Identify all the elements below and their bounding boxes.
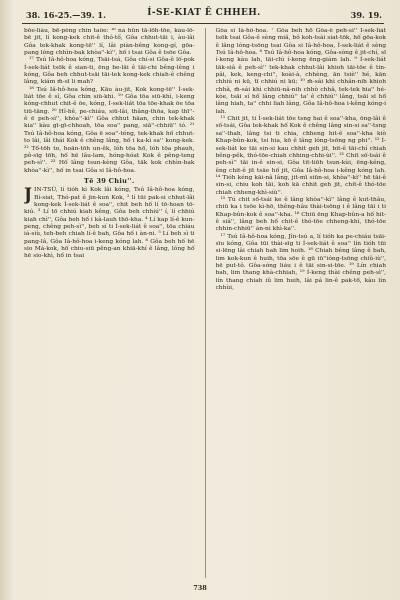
header-book-title: Í-SE-KIAT Ê CHHEH. <box>147 8 261 18</box>
right-paragraph-4: ¹⁷ Tsú Iâ-hô-hoa kóng, Jîn-tsú a, lí tióh ka pe-chiáu tsāi-sīu kóng, Gôa tūi thài-sīg ti Í-sek-liát ê soa'' lín tióh tūi si-lēng lâi chiah bah lim hoih. ¹⁸ Chiah bêng lâng ê bah, lim kok-kun ê huih, tōa sōe ê gū iū''ióng-tsōng chiû-iù'', hē put-tô. Gôa-sóng liáu i ê tāi sin-si-tōe. ¹⁹ Lín chiah bah, lim thang khà-chhiah, ¹⁹ Í-keng thài chêng peh-sì'', lín thang chiah iû lim huih, lâi pá lin-ê pak-tō͘, kàu lín chhùi, <box>215 233 386 292</box>
chapter-opening-text: IN-TSÚ, lí tióh kì Kok lâi kóng, Tsú Iâ-hô-hoa kóng, Bí-siat, Thó-pat ê jin-kun Kok, ² lí tūi pak-si chhut-lâi kong-kek Í-sek-liát ê soa'', chit beh hō͘ lí tō-hoan tō-kiú. ³ Lí tō chhiú kiah kêng, Gôa beh chhiú'' í, lí chhiú kiah chì'', Gôa beh hō͘ i kà-lauh thō-kha. ⁴ Lí kap lí-ê kun-peng, chêng peh-sì'', beh sí ti Í-sek-liát ê soa'', tōa chiáu iá-siù, teh-beh chiah lí-ê bah, Gôa hō͘ i àn-ni. ⁵ Lí beh sì ti pang-lâ, Gôa Iâ-hô-hoa i-keng kóng lah. ⁶ Gôa beh hō͘ hē sio Má-kok, hō͘ chiu-siū pêng-an khiā-khí ê lâng, lóng hō͘ hē sio-khì, hō͘ in tsai <box>24 187 195 260</box>
running-header <box>26 8 382 22</box>
header-rule <box>22 23 384 24</box>
left-column <box>24 28 195 578</box>
header-verse-range-left: 38. 16-25.—39. 1. <box>26 10 106 20</box>
right-paragraph-1: Gôa si Iâ-hô-hoa. ⁷ Gôa beh hō͘ Gôa-ê peh-sì'' Í-sek-liát tsōk tsai Gôa-ê sèng miâ, bô koh-tsài siat-tōk, hō͘ gōa-kok ê lâng lóng-tsōng tsai Gôa si Iâ-hô-hoa, Í-sek-liát ê sèng Tsú Iâ-hô-hoa. ⁸ Tsú Iâ-hô-hoa kóng, Gôa-sóng ê jit-chí, sī í-keng kàu lah, tāi-chì í-keng ēng-giám lah. ⁹ Í-sek-liát tāk-siâ ê peh-sì'' tek-khak chhut-lâi khioh tāi-tōe ê tin-pâi, kek, keng-chi'', koài-à, chhèng, ān tsiè'' hé, kān chhiú ni kū, tī chhiú ni kū; ¹⁰ m̄-sái khì chhân-nih khioh chhâ, m̄-sái khì chhiū-nâ-nih chhò chhâ, tek-tek hia'' hé-kòe, tsāi sí hō͘ lâng chhiú'' ta' ê chhiú'' lâng, tsāi sī hō͘ lâng hiah, ta'' chhi liah lâng, Gôa Iâ-hô-hoa i-kêng kóng-i lah. <box>215 28 386 115</box>
left-paragraph-3: ¹⁸ Tsú Iâ-hô-hoa kóng, Kāu àu-jit, Kok kong-tē'' Í-sek-liát tōe ê sî, Gôa chin siū-khì. ¹⁹ Gôa tōa siū-khì, i-keng kóng-chhut chit-ê ōe, kóng, Í-sek-liát tōa tōe-khak ōe tōa tiū-tāng. ²⁰ Hî-hê, pe-chiáu, siū-lâi, thâng-thōa, kap thī''-ê ē peh-sì'', khòa''-kì'' Gôa chhut hāan, chin tek-khak kia'' kàu gī-gī-chhoah, tōa soa'' pang, siā''-chhiū'' tó. ²¹ Tsú Iâ-hô-hoa kóng, Gôa ē soa''-téng, tek-khak hō͘ chhut-to lâi, lâi thái Kok ê chêng lâng, hō͘ i ka-kì sa'' kong-kek. ²² Tō͘-tōh to, hoān-tōh un-êk, lóh tōa hō͘, lóh tōa phauh, pô-sīg tōh, hō͘ hē lâu-lam, hóng-hóat Kok ê pêng-teng peh-sì''. ²³ Hō͘ lâng tsun-kèng Gôa, tāk kok chhìn-bak khòa''-kì'', hō͘ in tsai Gôa si Iâ-hô-hoa. <box>24 86 195 174</box>
right-paragraph-2: ¹¹ Chit jit, ti Í-sek-liát tōe tsng hai ê soa''-kha, ōng-lâi ê sō͘-tsái, Gôa tek-khak hō͘ Kok ê chêng lâng sin-si sa''-tsng sa''-thah, lâng tsi ti chia, chheng hit-ê soa''-kha kiò Khap-bûn-kok, tsi hia, kō ê lâng lóng-tsōng ng phi''. ¹² Í-sek-liát ke tāi sin-si kau chhit geh jit, bit-ê tāi-chí chiah bêng-pêk, thó-tōe-chiah chhing-chhi-ùi''. ¹³ Chit sō͘-tsái ê peh-sì'' tāi in-ê sin-si, Gôa tit-tiōh tsun-kùi, ēng-kêng, êng chit-ê jit tsāe hō͘ jit, Gôa Iâ-hô-hoa i-kêng kóng lah. ¹⁴ Tióh kéng kāi-nâ lâng, jit-mī siūn-si, khòa''-kì'' hē tāi-ê sin-si, chiu koh tāi, koh kā chhit geh jit, chit-ê thó-tōe chiah chheng-khì-siù''. <box>215 116 386 196</box>
chapter-heading: Tē 39 Chiu''. <box>84 176 135 185</box>
left-paragraph-4 <box>24 187 195 260</box>
left-paragraph-2: ¹⁷ Tsú Iâ-hô-hoa kóng, Tsāi-tsá, Gôa chí-si Gôa-ê lō͘-pok Í-sek-liát tsōk ê sian-ti, ēng be-lāi ê tāi-chi bêng-lêng i kóng, Gôa beh chhut-tsāi tāi-tek kong-kek chiah-ê chêng lâng, kiám m̄-sī li mah? <box>24 57 195 86</box>
text-columns <box>24 28 386 578</box>
right-column <box>216 28 387 578</box>
drop-cap-letter: J <box>24 185 33 206</box>
page-number: 738 <box>193 584 207 592</box>
left-paragraph-1: bōe-liâu, bē-pêng chin taôe: ¹⁶ ná hūn tā-lō͘h-tōe, kâu-lō͘-bē jit, lí kong-kek chit-ê thó-tô͘, Gôa chhut-tāi i, àu-lâi Gôa tek-khak kong-tē'' lí, lâi piàn-bêng kong-gí, gōa-pang lóng chhìn-bak khòa''-kì'', hō͘ i tsai Gôa ê tsōe Gôa. <box>24 28 195 57</box>
column-divider <box>205 28 206 578</box>
right-paragraph-3: ¹⁵ Tú chit sō͘-tsái ke ê lâng khòa''-kì'' lâng ê kut-thâu, chiū ka i tsōe kì-hō, thêng-hâu thài-tsōng i ê lâng tāi i ti Khap-bûn-kok ê soa''-kha. ¹⁶ Chiū ēng Khap-bûn-a hō͘ hit-ê siâ'', lâng beh hō͘ chit-ê thó-tōe chheng-khì, thó-tōe chhin-chhiū'' án-ni khì-ka''. <box>215 196 386 233</box>
header-verse-range-right: 39. 19. <box>350 10 382 20</box>
